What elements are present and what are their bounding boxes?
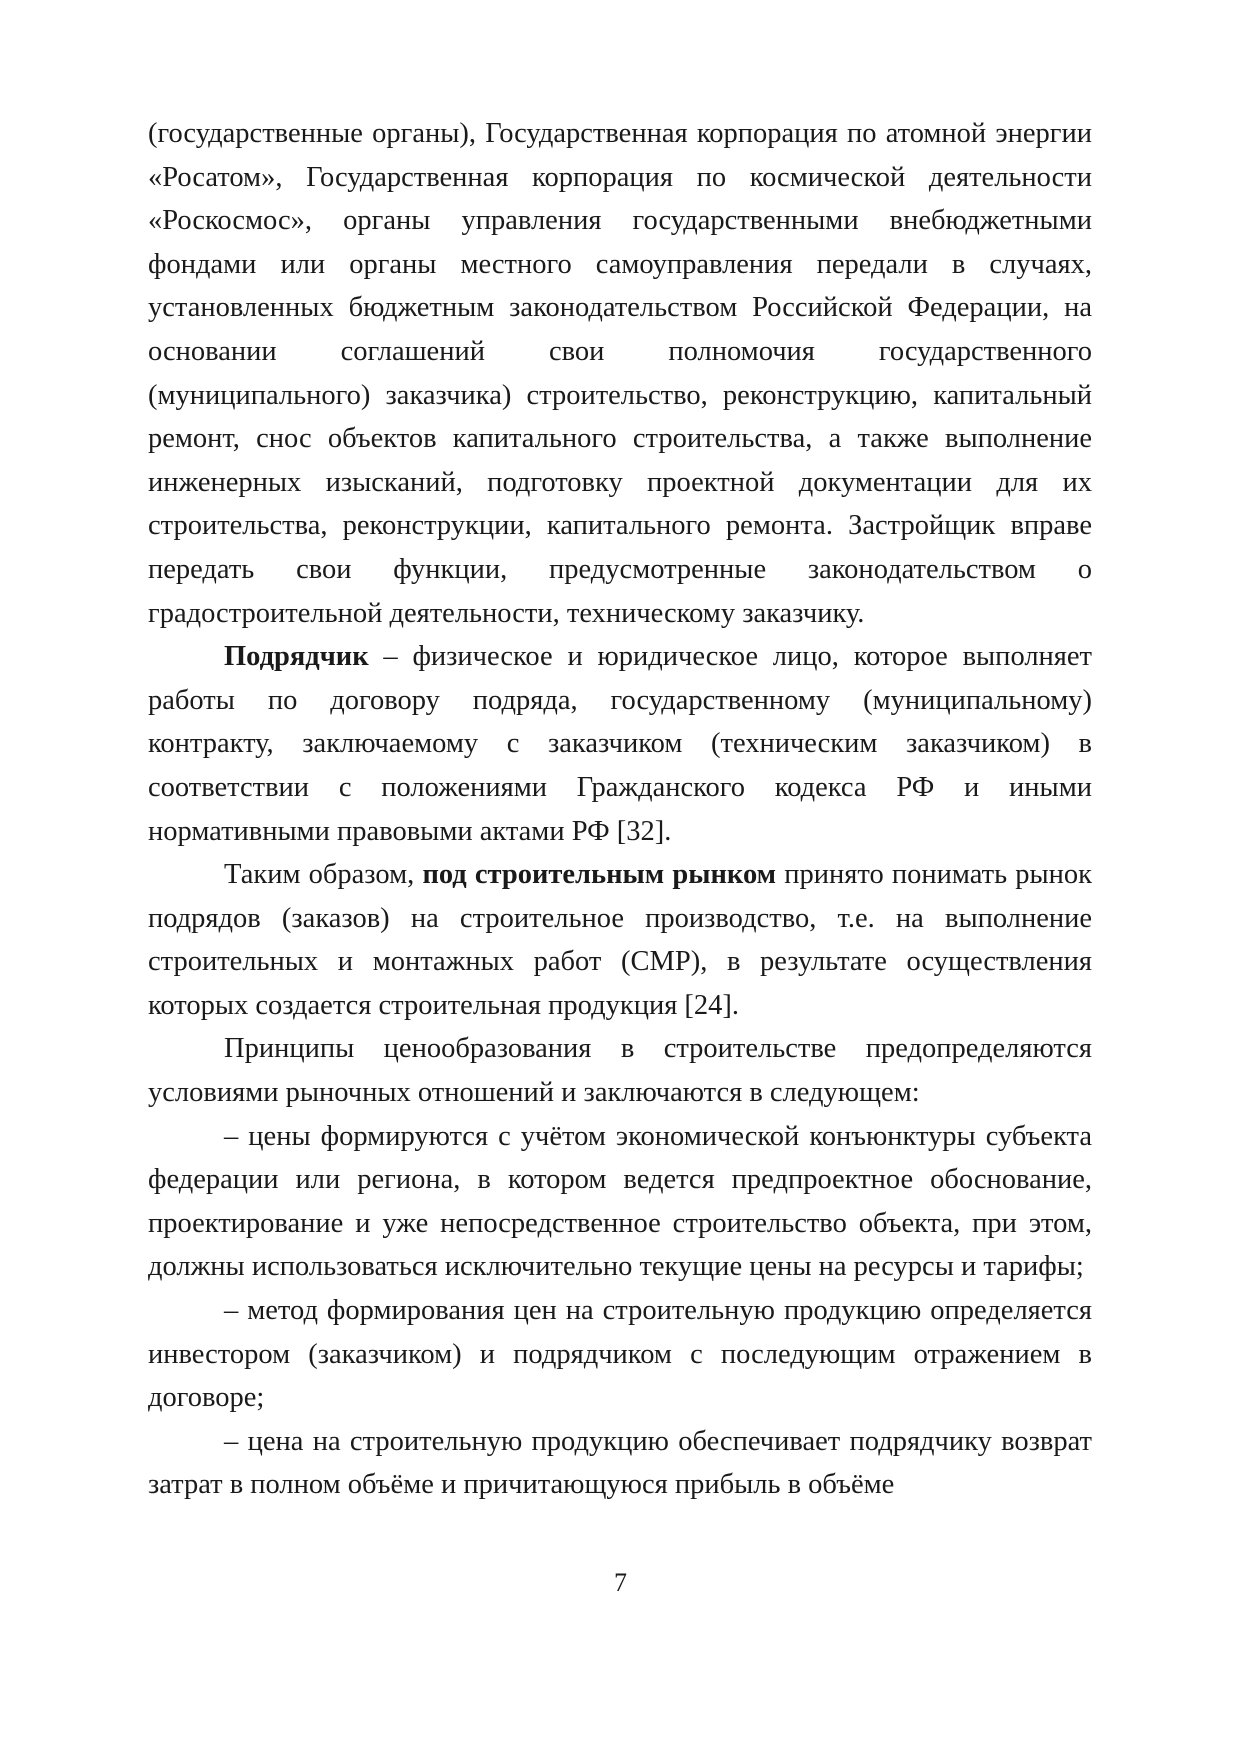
term-contractor: Подрядчик <box>224 641 369 673</box>
list-item-cost-recovery: – цена на строительную продукцию обеспечивает подрядчику возврат затрат в полном объёме и причитающуюся прибыль в объёме <box>148 1425 1092 1501</box>
construction-market-lead: Таким образом, <box>224 859 423 891</box>
paragraph-pricing-principles: Принципы ценообразования в строительстве предопределяются условиями рыночных отношений и заключаются в следующем: <box>148 1033 1092 1109</box>
contractor-definition-text: – физическое и юридическое лицо, которое выполняет работы по договору подряда, государственному (муниципальному) контракту, заключаемому с заказчиком (техническим заказчиком) в соответствии с положениями Гражданского кодекса РФ и иными нормативными правовыми актами РФ [32]. <box>148 641 1092 847</box>
paragraph-contractor-definition <box>148 635 1092 853</box>
construction-market-text: принято понимать рынок подрядов (заказов) на строительное производство, т.е. на выполнение строительных и монтажных работ (СМР), в результате осуществления которых создается строительная продукция [24]. <box>148 859 1093 1021</box>
paragraph-state-bodies: (государственные органы), Государственная корпорация по атомной энергии «Росатом», Государственная корпорация по космической деятельности «Роскосмос», органы управления государственными внебюджетными фондами или органы местного самоуправления передали в случаях, установленных бюджетным законодательством Российской Федерации, на основании соглашений свои полномочия государственного (муниципального) заказчика) строительство, реконструкцию, капитальный ремонт, снос объектов капитального строительства, а также выполнение инженерных изысканий, подготовку проектной документации для их строительства, реконструкции, капитального ремонта. Застройщик вправе передать свои функции, предусмотренные законодательством о градостроительной деятельности, техническому заказчику. <box>148 118 1092 629</box>
document-body <box>148 112 1092 1507</box>
list-item-market-conditions: – цены формируются с учётом экономической конъюнктуры субъекта федерации или региона, в котором ведется предпроектное обоснование, проектирование и уже непосредственное строительство объекта, при этом, должны использоваться исключительно текущие цены на ресурсы и тарифы; <box>148 1120 1092 1283</box>
list-item-pricing-method: – метод формирования цен на строительную продукцию определяется инвестором (заказчиком) и подрядчиком с последующим отражением в договоре; <box>148 1295 1092 1414</box>
page-number: 7 <box>614 1568 627 1597</box>
term-construction-market: под строительным рынком <box>422 859 777 891</box>
paragraph-construction-market <box>148 853 1092 1027</box>
